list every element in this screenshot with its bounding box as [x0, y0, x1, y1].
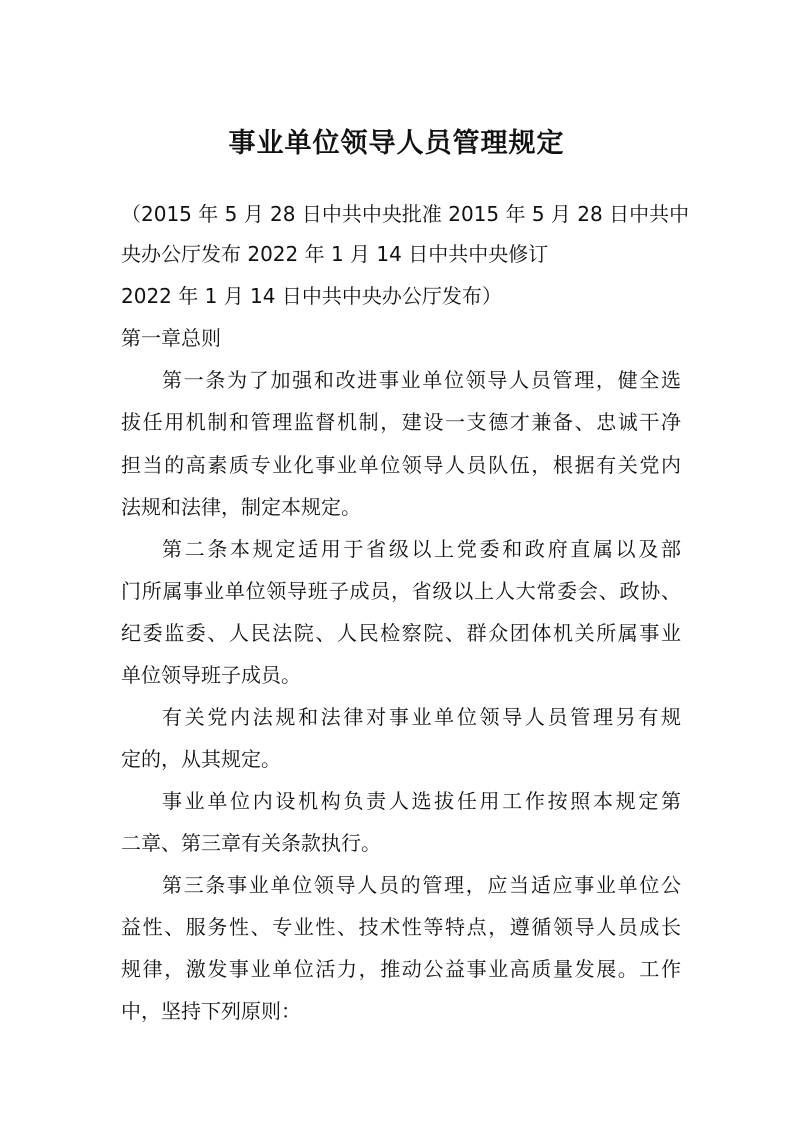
paragraph-line: 门所属事业单位领导班子成员，省级以上人大常委会、政协、 [121, 579, 681, 603]
preamble-line: （2015 年 5 月 28 日中共中央批准 2015 年 5 月 28 日中共中 [121, 202, 690, 226]
document-title: 事业单位领导人员管理规定 [228, 128, 565, 159]
paragraph-line: 第二条本规定适用于省级以上党委和政府直属以及部 [162, 537, 681, 561]
paragraph-line: 第三条事业单位领导人员的管理，应当适应事业单位公 [162, 873, 681, 897]
paragraph-line: 定的，从其规定。 [121, 747, 281, 771]
paragraph-line: 有关党内法规和法律对事业单位领导人员管理另有规 [162, 705, 681, 729]
paragraph-line: 纪委监委、人民法院、人民检察院、群众团体机关所属事业 [121, 621, 681, 645]
preamble-line: 2022 年 1 月 14 日中共中央办公厅发布） [121, 284, 502, 308]
paragraph-line: 中，坚持下列原则： [121, 999, 301, 1023]
paragraph-line: 事业单位内设机构负责人选拔任用工作按照本规定第 [162, 789, 681, 813]
paragraph-line: 拔任用机制和管理监督机制，建设一支德才兼备、忠诚干净 [121, 410, 681, 434]
paragraph-line: 担当的高素质专业化事业单位领导人员队伍，根据有关党内 [121, 453, 681, 477]
paragraph-line: 规律，激发事业单位活力，推动公益事业高质量发展。工作 [121, 957, 681, 981]
preamble-line: 央办公厅发布 2022 年 1 月 14 日中共中央修订 [121, 242, 549, 266]
paragraph-line: 二章、第三章有关条款执行。 [121, 831, 381, 855]
paragraph-line: 益性、服务性、专业性、技术性等特点，遵循领导人员成长 [121, 915, 681, 939]
chapter-heading: 第一章总则 [121, 326, 221, 350]
paragraph-line: 第一条为了加强和改进事业单位领导人员管理，健全选 [162, 368, 681, 392]
paragraph-line: 法规和法律，制定本规定。 [121, 495, 361, 519]
paragraph-line: 单位领导班子成员。 [121, 663, 301, 687]
